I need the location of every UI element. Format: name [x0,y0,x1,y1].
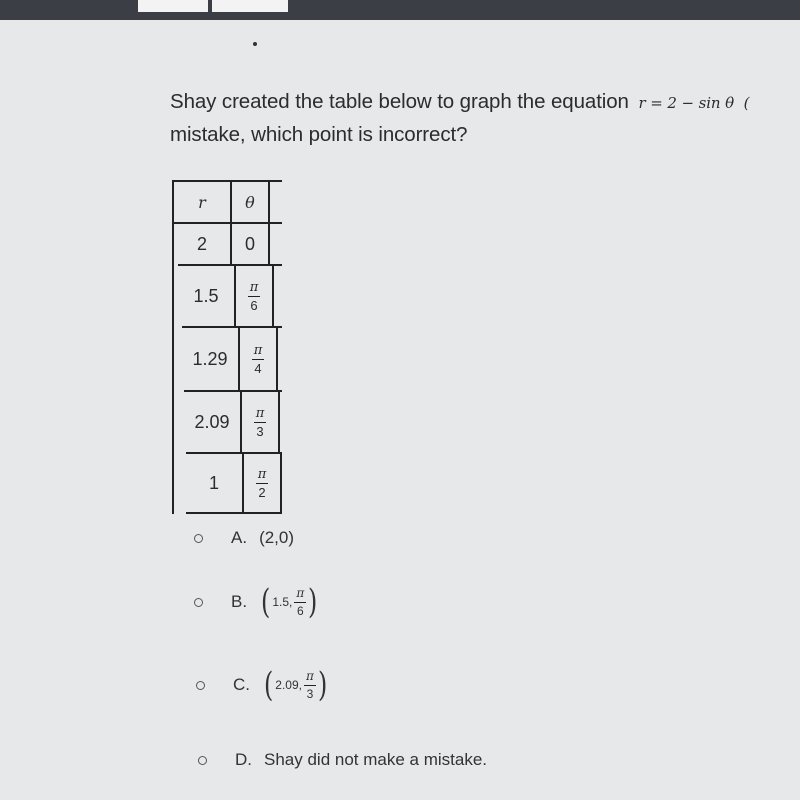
question-line-1 [170,86,800,119]
point-r: 1.5, [272,595,293,609]
dot-mark [253,42,257,46]
point-expression [272,587,306,618]
option-letter: C. [233,675,250,694]
frac-num: π [306,668,314,683]
radio-button[interactable] [194,598,203,607]
cell-theta: 0 [232,224,270,264]
right-paren: ) [308,582,318,622]
table-row [186,452,282,514]
frac-num: π [255,405,265,421]
cell-r: 1.5 [178,266,236,326]
cell-r: 1.29 [182,328,240,390]
header-theta: θ [232,182,270,222]
browser-top-bar [0,0,800,20]
cell-r: 2.09 [184,392,242,452]
table-row [182,326,282,390]
frac-num: π [296,585,305,600]
browser-tab[interactable] [138,0,208,12]
table-header-row [174,180,282,222]
radio-button[interactable] [194,534,203,543]
point-r: 2.09, [275,678,302,692]
frac-den: 4 [254,360,262,376]
option-text: (2,0) [259,528,295,547]
question-prefix: Shay created the table below to graph the equation [170,90,629,113]
values-table [172,180,282,514]
option-d[interactable] [198,750,487,770]
left-paren: ( [261,582,271,622]
option-text: Shay did not make a mistake. [264,750,488,769]
cell-r: 1 [186,454,244,512]
frac-den: 2 [258,484,266,500]
point-expression [275,670,316,701]
option-letter: A. [231,528,248,547]
cell-theta [240,328,278,390]
left-paren: ( [263,665,274,705]
right-paren: ) [317,665,328,705]
frac-num: π [253,342,263,358]
option-b[interactable] [194,582,320,622]
cell-theta [244,454,282,512]
option-letter: B. [231,592,248,611]
header-r: r [174,182,232,222]
cell-theta [242,392,280,452]
table-row [184,390,282,452]
table-row [174,222,282,264]
frac-num: π [249,279,259,295]
frac-den: 6 [250,297,258,313]
equation-trailing: ( [743,94,750,112]
question-line-2: mistake, which point is incorrect? [170,123,468,146]
option-c[interactable] [196,665,329,705]
frac-num: π [257,466,267,482]
frac-den: 3 [306,686,314,701]
frac-den: 6 [297,603,304,618]
table-row [178,264,282,326]
equation: r = 2 − sin θ [638,94,735,112]
cell-r: 2 [174,224,232,264]
cell-theta [236,266,274,326]
option-letter: D. [235,750,252,769]
radio-button[interactable] [198,756,207,765]
question-text [170,86,800,151]
option-a[interactable] [194,528,294,548]
browser-tab[interactable] [212,0,288,12]
radio-button[interactable] [196,681,205,690]
frac-den: 3 [256,423,264,439]
